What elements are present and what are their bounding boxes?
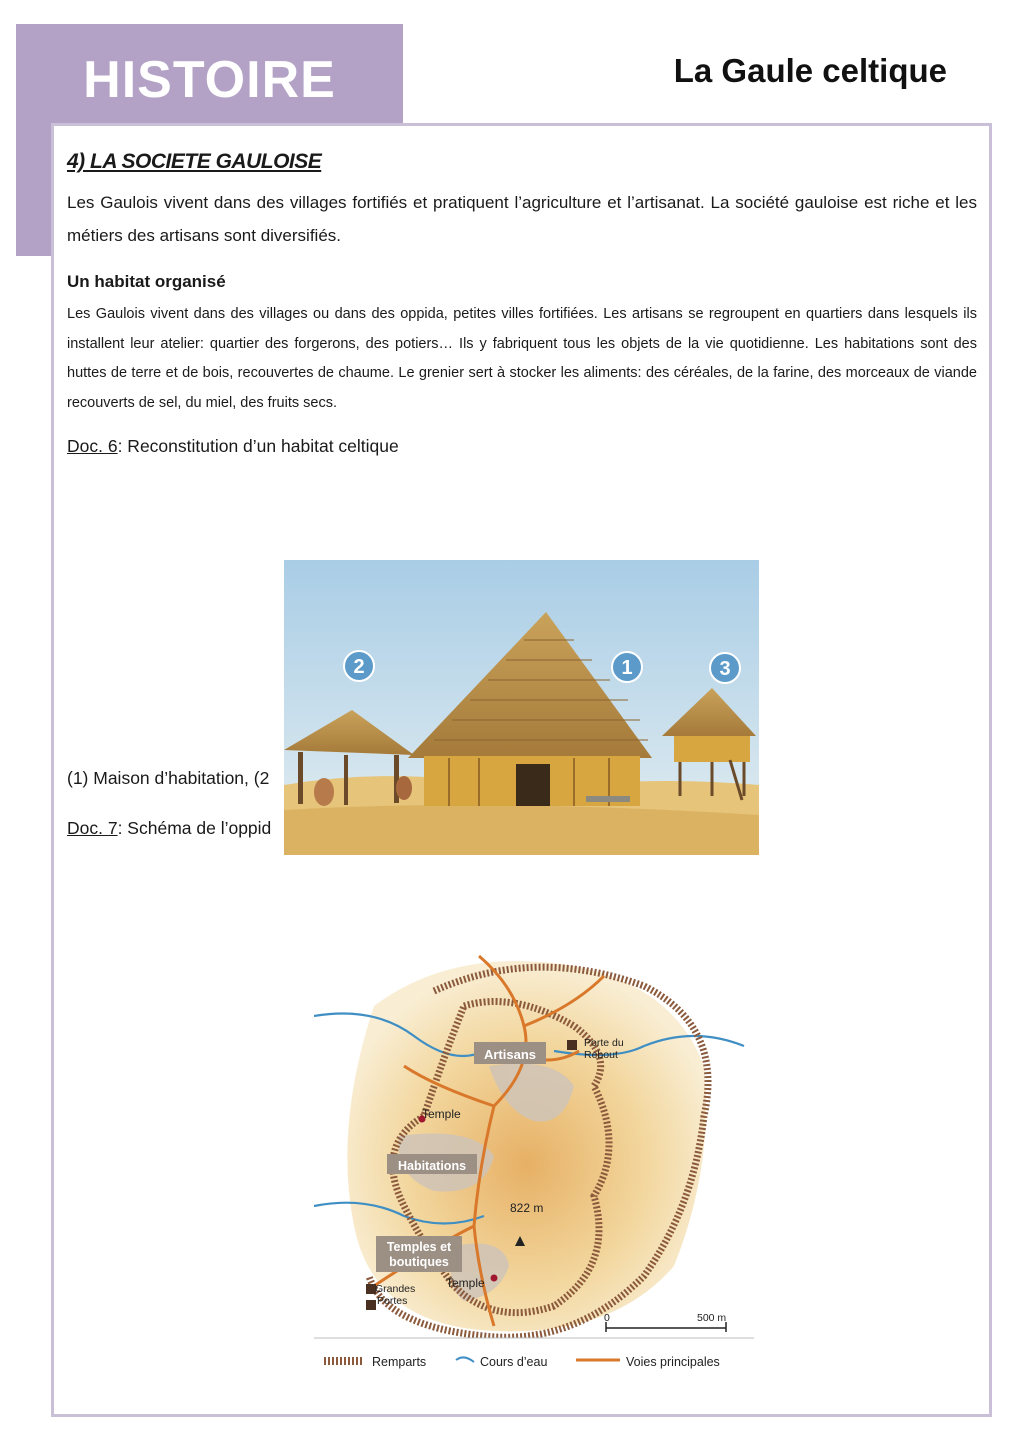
altitude-label: 822 m	[510, 1201, 544, 1215]
doc6-legend: (1) Maison d’habitation, (2	[67, 768, 270, 788]
scale-start: 0	[604, 1312, 610, 1324]
badge-3	[710, 653, 740, 683]
temple-bottom-label: Temple	[446, 1276, 485, 1290]
scale-end: 500 m	[697, 1312, 727, 1324]
porte-rebout-label-2: Rebout	[584, 1049, 618, 1061]
grandes-portes-label-1: Grandes	[375, 1283, 416, 1295]
svg-text:Voies principales: Voies principales	[626, 1355, 720, 1369]
doc6-heading	[67, 436, 399, 457]
porte-rebout-label-1: Porte du	[584, 1037, 624, 1049]
section-intro: Les Gaulois vivent dans des villages fortifiés et pratiquent l’agriculture et l’artisanat. La société gauloise est riche et les métiers des artisans sont diversifiés.	[67, 193, 977, 245]
porte-rebout-gate	[567, 1040, 577, 1050]
artisans-label: Artisans	[483, 1047, 537, 1062]
grandes-portes-gate-2	[366, 1300, 376, 1310]
oppidum-map	[314, 946, 754, 1392]
badge-2	[344, 651, 374, 681]
svg-text:3: 3	[719, 658, 731, 680]
temples-label-2: boutiques	[389, 1255, 449, 1269]
temples-label-1: Temples et	[386, 1240, 452, 1254]
doc7-caption: : Schéma de l’oppid	[117, 818, 272, 838]
svg-text:Cours d’eau: Cours d’eau	[480, 1355, 548, 1369]
doc7-label: Doc. 7	[67, 818, 118, 838]
section-title: 4) LA SOCIETE GAULOISE	[67, 150, 322, 173]
badge-1	[612, 652, 642, 682]
temple-top-label: Temple	[422, 1107, 461, 1121]
subject-title: HISTOIRE	[83, 51, 336, 109]
grandes-portes-label-2: Portes	[377, 1295, 408, 1307]
svg-text:Remparts: Remparts	[372, 1355, 427, 1369]
page-title: La Gaule celtique	[673, 52, 947, 89]
doc6-label: Doc. 6	[67, 436, 118, 456]
settlement-illustration	[284, 560, 759, 855]
svg-text:2: 2	[353, 656, 365, 678]
subsection-title: Un habitat organisé	[67, 272, 226, 291]
habitations-label: Habitations	[397, 1159, 467, 1173]
doc6-caption: : Reconstitution d’un habitat celtique	[117, 436, 399, 456]
temple-bottom-dot	[491, 1275, 498, 1282]
doc7-heading	[67, 818, 271, 839]
subsection-body: Les Gaulois vivent dans des villages ou dans des oppida, petites villes fortifiées. Les artisans se regroupent en quartiers dans lesquels ils installent leur atelier: quartier des forgerons, des potiers… Ils y fabriquent tous les objets de la vie quotidienne. Les habitations sont des huttes de terre et de bois, recouvertes de chaume. Le grenier sert à stocker les aliments: des céréales, de la farine, des morceaux de viande recouverts de sel, du miel, des fruits secs.	[67, 306, 977, 411]
svg-text:1: 1	[621, 657, 633, 679]
